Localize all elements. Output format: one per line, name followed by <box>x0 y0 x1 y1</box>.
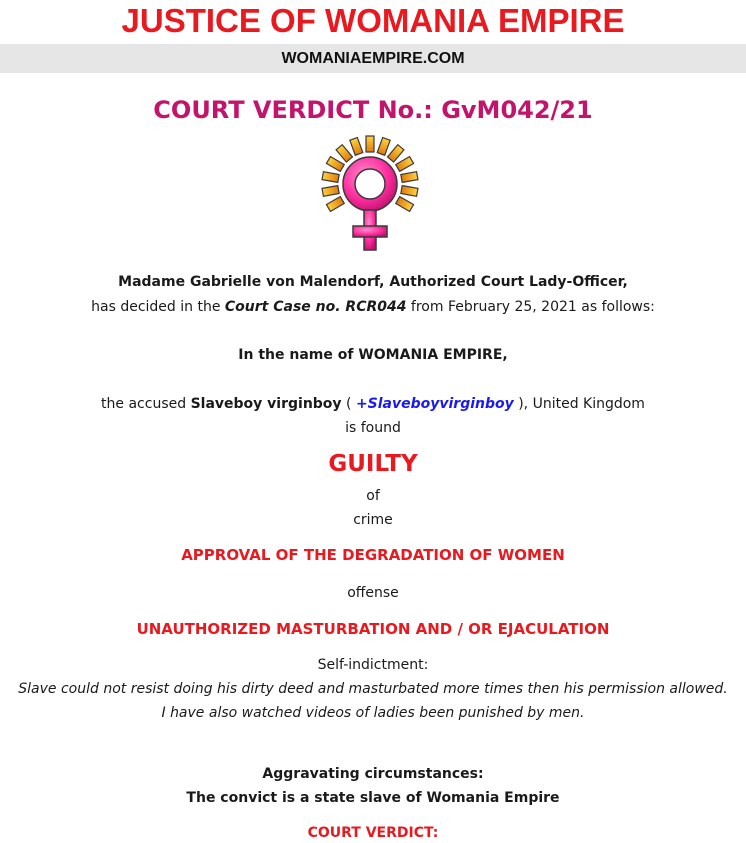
in-name-line: In the name of WOMANIA EMPIRE, <box>238 347 508 363</box>
venus-symbol <box>343 157 397 250</box>
paren-open: ( <box>341 396 356 412</box>
self-indictment-label: Self-indictment: <box>317 657 429 673</box>
offense-label: offense <box>347 585 399 601</box>
self-indictment-line-1: Slave could not resist doing his dirty deed and masturbated more times then his permission allowed. <box>18 681 728 697</box>
of-line: of <box>366 488 380 504</box>
decision-prefix: has decided in the <box>91 299 225 315</box>
accused-line <box>0 394 746 414</box>
self-indictment-line-2: I have also watched videos of ladies been punished by men. <box>161 705 585 721</box>
verdict-number-heading: COURT VERDICT No.: GvM042/21 <box>153 96 593 124</box>
decision-suffix: from February 25, 2021 as follows: <box>406 299 655 315</box>
crime-text: APPROVAL OF THE DEGRADATION OF WOMEN <box>181 546 565 564</box>
accused-profile-link[interactable]: +Slaveboyvirginboy <box>355 396 514 412</box>
venus-sunburst-icon <box>315 132 425 262</box>
court-verdict-label: COURT VERDICT: <box>307 825 439 841</box>
page-title: JUSTICE OF WOMANIA EMPIRE <box>121 2 625 39</box>
accused-prefix: the accused <box>101 396 191 412</box>
decision-line <box>0 297 746 317</box>
site-domain-link[interactable]: WOMANIAEMPIRE.COM <box>281 50 465 67</box>
accused-country: ), United Kingdom <box>513 396 645 412</box>
offense-text: UNAUTHORIZED MASTURBATION AND / OR EJACULATION <box>136 620 610 638</box>
aggravating-text: The convict is a state slave of Womania Empire <box>186 790 560 806</box>
aggravating-label: Aggravating circumstances: <box>262 766 484 782</box>
officer-name: Madame Gabrielle von Malendorf, Authorized Court Lady-Officer, <box>118 274 628 290</box>
accused-name: Slaveboy virginboy <box>190 396 342 412</box>
verdict-guilty: GUILTY <box>328 451 418 477</box>
is-found-line: is found <box>345 420 401 436</box>
crime-label: crime <box>353 512 393 528</box>
case-number: Court Case no. RCR044 <box>224 299 407 315</box>
